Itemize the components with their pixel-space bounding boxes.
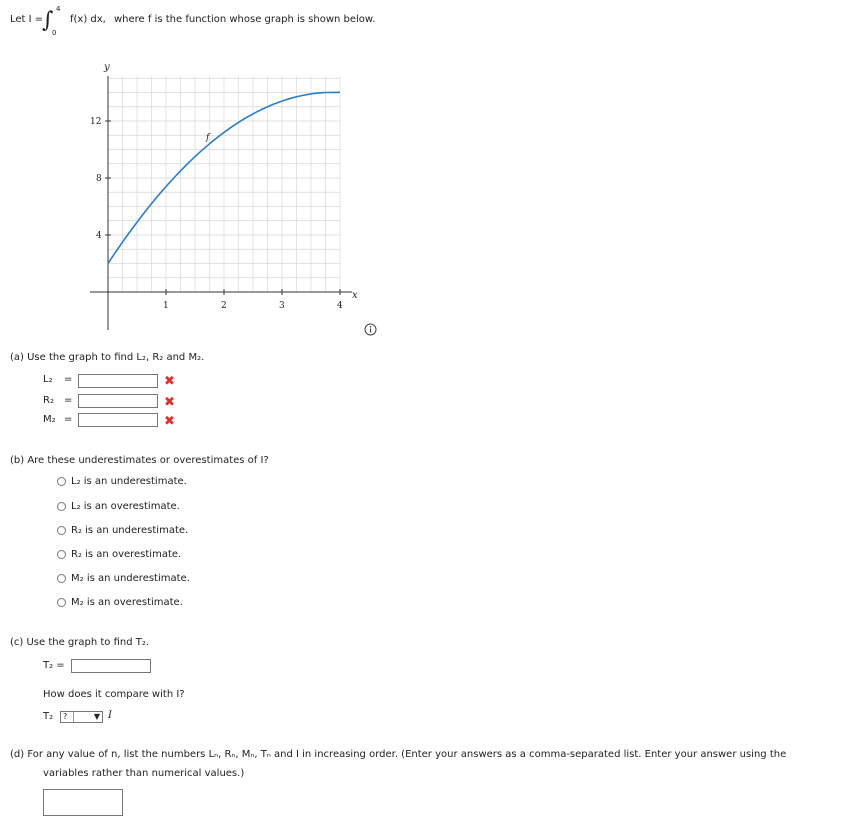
graph-grid — [105, 76, 340, 295]
intro-suffix: where f is the function whose graph is shown below. — [114, 14, 376, 25]
integrand: f(x) dx, — [70, 14, 106, 25]
upper-limit: 4 — [56, 5, 61, 13]
r2-equals: = — [64, 395, 73, 406]
t2-input[interactable] — [71, 659, 151, 673]
radio-r2-under[interactable] — [57, 526, 66, 535]
integral-expression — [10, 5, 410, 38]
option-m2-over: M₂ is an overestimate. — [71, 597, 183, 608]
radio-l2-over[interactable] — [57, 502, 66, 511]
compare-prompt: How does it compare with I? — [43, 689, 185, 700]
part-a-prompt: (a) Use the graph to find L₂, R₂ and M₂. — [10, 352, 205, 363]
radio-m2-under[interactable] — [57, 574, 66, 583]
radio-l2-under[interactable] — [57, 477, 66, 486]
radio-m2-over[interactable] — [57, 598, 66, 607]
t2-label: T₂ = — [43, 660, 65, 671]
m2-incorrect-icon: ✖ — [164, 414, 175, 429]
y-tick-8: 8 — [96, 174, 102, 184]
part-b-prompt: (b) Are these underestimates or overestimates of I? — [10, 455, 269, 466]
l2-incorrect-icon: ✖ — [164, 374, 175, 389]
m2-input[interactable] — [78, 413, 158, 427]
info-icon[interactable] — [364, 323, 377, 336]
x-tick-4: 4 — [337, 301, 343, 311]
option-m2-under: M₂ is an underestimate. — [71, 573, 190, 584]
x-axis-label: x — [352, 290, 358, 301]
option-l2-under: L₂ is an underestimate. — [71, 476, 187, 487]
lower-limit: 0 — [52, 29, 57, 37]
part-d-prompt-line1: (d) For any value of n, list the numbers Lₙ, Rₙ, Mₙ, Tₙ and I in increasing order. (Enter your answers as a comma-separated list. Enter your answer using the — [10, 749, 787, 760]
part-d-prompt-line2: variables rather than numerical values.) — [43, 768, 245, 779]
r2-input[interactable] — [78, 394, 158, 408]
integral-sign: ∫ — [42, 8, 54, 33]
l2-label: L₂ — [43, 374, 53, 385]
function-graph — [60, 60, 390, 350]
x-tick-2: 2 — [221, 301, 227, 311]
option-r2-over: R₂ is an overestimate. — [71, 549, 182, 560]
chevron-down-icon: ▼ — [93, 712, 100, 721]
curve-label: f — [206, 133, 210, 143]
l2-equals: = — [64, 374, 73, 385]
compare-select[interactable] — [60, 711, 103, 723]
y-axis-label: y — [104, 62, 110, 73]
option-l2-over: L₂ is an overestimate. — [71, 501, 180, 512]
m2-label: M₂ — [43, 414, 56, 425]
x-tick-3: 3 — [279, 301, 285, 311]
l2-input[interactable] — [78, 374, 158, 388]
compare-left: T₂ — [43, 711, 54, 722]
option-r2-under: R₂ is an underestimate. — [71, 525, 189, 536]
radio-r2-over[interactable] — [57, 550, 66, 559]
r2-incorrect-icon: ✖ — [164, 395, 175, 410]
part-c-prompt: (c) Use the graph to find T₂. — [10, 637, 150, 648]
m2-equals: = — [64, 414, 73, 425]
select-divider — [73, 712, 74, 722]
x-tick-1: 1 — [163, 301, 169, 311]
intro-prefix: Let I = — [10, 14, 44, 25]
y-tick-12: 12 — [90, 117, 102, 127]
compare-select-value: ? — [63, 712, 68, 721]
r2-label: R₂ — [43, 395, 54, 406]
compare-right: I — [108, 710, 112, 721]
y-tick-4: 4 — [96, 231, 102, 241]
order-input[interactable] — [43, 789, 123, 816]
